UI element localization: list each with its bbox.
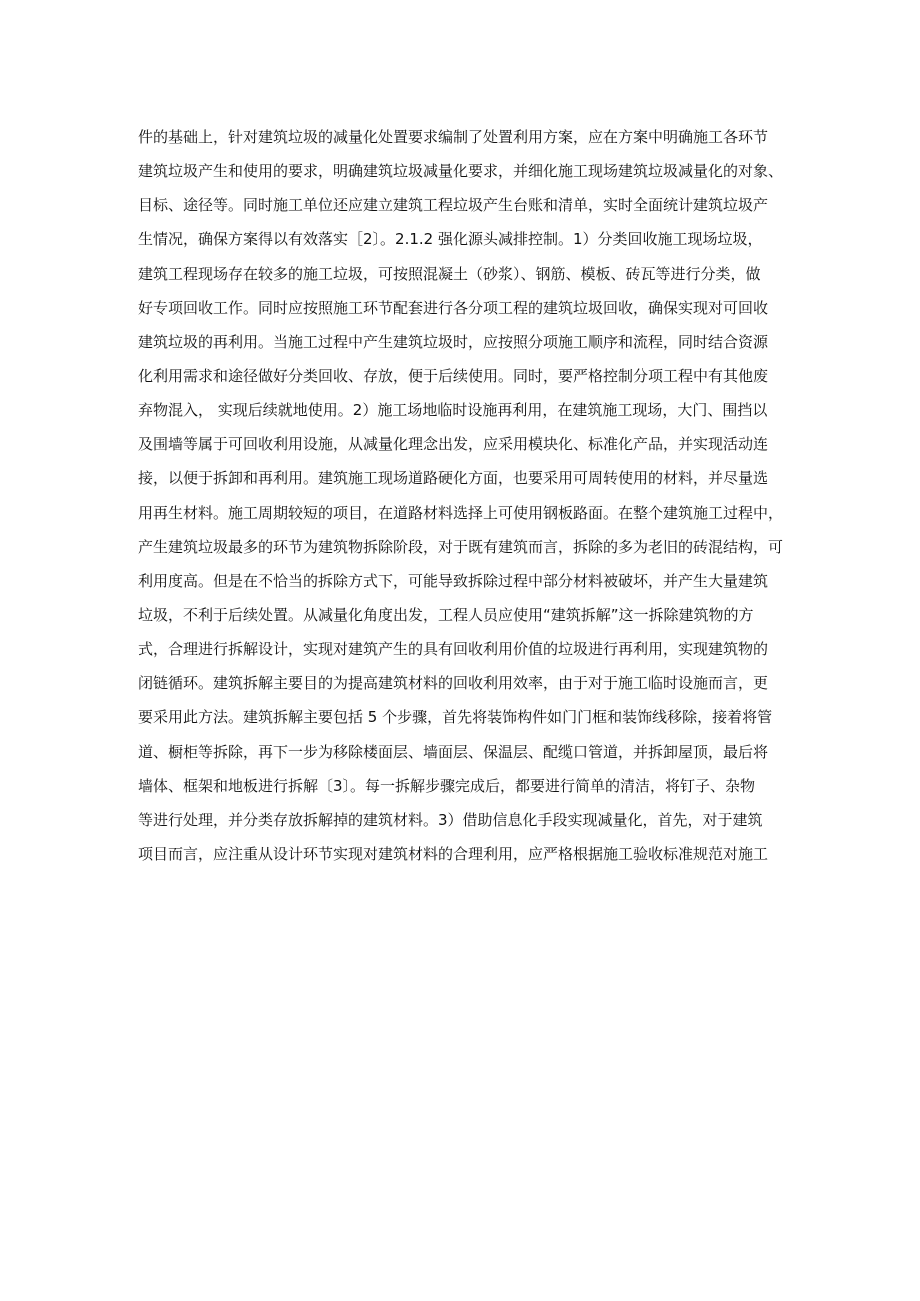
text-line: 闭链循环。建筑拆解主要目的为提高建筑材料的回收利用效率，由于对于施工临时设施而言，更 bbox=[138, 674, 769, 693]
text-line: 等进行处理，并分类存放拆解掉的建筑材料。3）借助信息化手段实现减量化，首先，对于建筑 bbox=[138, 810, 763, 829]
text-line: 项目而言，应注重从设计环节实现对建筑材料的合理利用，应严格根据施工验收标准规范对施工 bbox=[138, 844, 769, 863]
text-line: 利用度高。但是在不恰当的拆除方式下，可能导致拆除过程中部分材料被破坏，并产生大量建筑 bbox=[138, 571, 769, 590]
text-line: 要采用此方法。建筑拆解主要包括 5 个步骤，首先将装饰构件如门门框和装饰线移除，接着将管 bbox=[138, 708, 773, 727]
text-line: 式，合理进行拆解设计，实现对建筑产生的具有回收利用价值的垃圾进行再利用，实现建筑物的 bbox=[138, 640, 769, 659]
text-line: 用再生材料。施工周期较短的项目，在道路材料选择上可使用钢板路面。在整个建筑施工过程中， bbox=[138, 503, 784, 522]
text-line: 建筑工程现场存在较多的施工垃圾，可按照混凝土（砂浆）、钢筋、模板、砖瓦等进行分类，做 bbox=[138, 264, 761, 283]
text-line: 件的基础上，针对建筑垃圾的减量化处置要求编制了处置利用方案，应在方案中明确施工各环节 bbox=[138, 128, 769, 146]
text-line: 接，以便于拆卸和再利用。建筑施工现场道路硬化方面，也要采用可周转使用的材料，并尽量选 bbox=[138, 469, 769, 488]
text-line: 产生建筑垃圾最多的环节为建筑物拆除阶段，对于既有建筑而言，拆除的多为老旧的砖混结构，可 bbox=[138, 537, 784, 556]
text-line: 目标、途径等。同时施工单位还应建立建筑工程垃圾产生台账和清单，实时全面统计建筑垃圾产 bbox=[138, 196, 769, 215]
text-line: 建筑垃圾产生和使用的要求，明确建筑垃圾减量化要求，并细化施工现场建筑垃圾减量化的对象、 bbox=[138, 162, 784, 181]
text-line: 化利用需求和途径做好分类回收、存放，便于后续使用。同时，要严格控制分项工程中有其他废 bbox=[138, 366, 769, 385]
text-line: 及围墙等属于可回收利用设施，从减量化理念出发，应采用模块化、标准化产品，并实现活动连 bbox=[138, 435, 769, 454]
text-line: 好专项回收工作。同时应按照施工环节配套进行各分项工程的建筑垃圾回收，确保实现对可回收 bbox=[138, 298, 769, 317]
text-line: 建筑垃圾的再利用。当施工过程中产生建筑垃圾时，应按照分项施工顺序和流程，同时结合资源 bbox=[138, 332, 769, 351]
text-line: 道、橱柜等拆除，再下一步为移除楼面层、墙面层、保温层、配缆口管道，并拆卸屋顶，最后将 bbox=[138, 742, 769, 761]
text-line: 垃圾，不利于后续处置。从减量化角度出发，工程人员应使用“建筑拆解”这一拆除建筑物的方 bbox=[138, 605, 754, 624]
text-line: 墙体、框架和地板进行拆解〔3〕。每一拆解步骤完成后，都要进行简单的清洁，将钉子、杂物 bbox=[138, 776, 756, 795]
text-line: 弃物混入， 实现后续就地使用。2）施工场地临时设施再利用，在建筑施工现场，大门、围挡以 bbox=[138, 401, 768, 420]
text-line: 生情况，确保方案得以有效落实［2〕。2.1.2 强化源头减排控制。1）分类回收施工现场垃圾， bbox=[138, 230, 763, 249]
body-paragraph bbox=[138, 120, 788, 871]
